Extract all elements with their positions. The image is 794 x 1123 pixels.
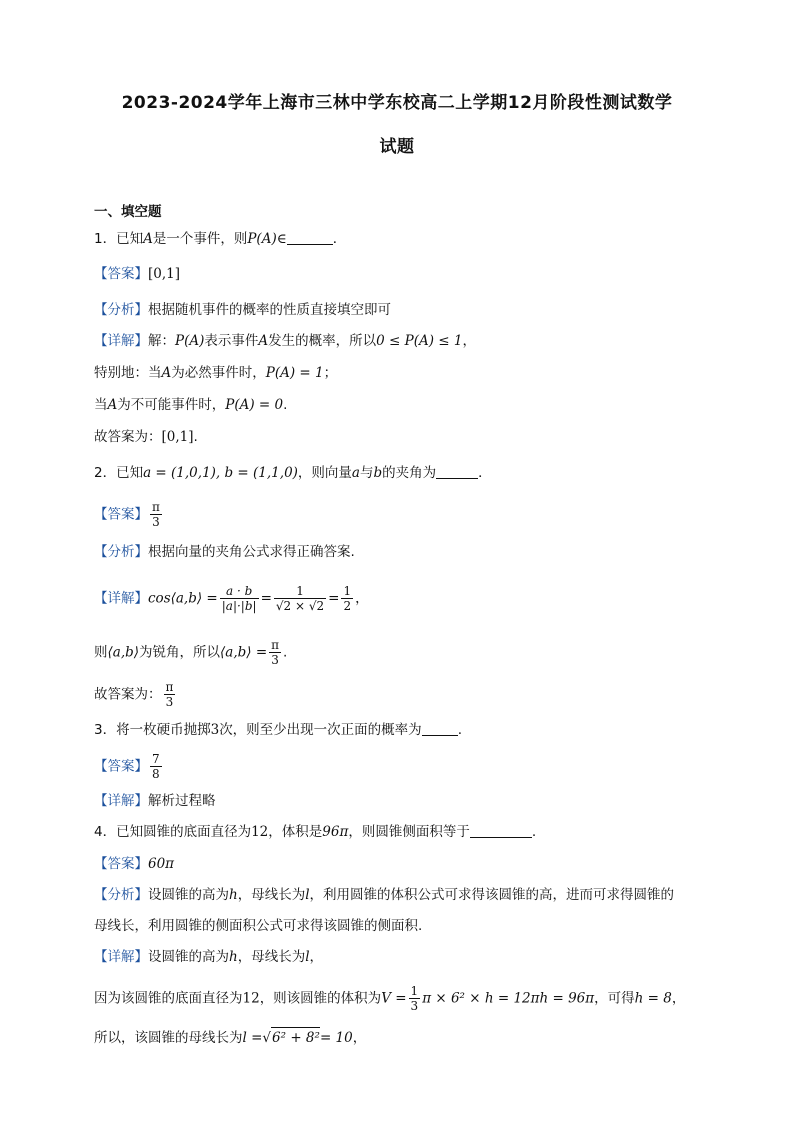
section-heading: 一、填空题 (94, 204, 162, 220)
q1-final: 故答案为：[0,1]. (94, 429, 198, 445)
q3-answer-blank (422, 721, 458, 736)
fraction: $\frac{\pi}{3}$ (271, 638, 280, 667)
q4-detail: 【详解】设圆锥的高为h，母线长为l， (94, 949, 324, 965)
q3-answer: 【答案】 $\frac{7}{8}$ (94, 752, 160, 781)
fraction: $\frac{\pi}{3}$ (165, 680, 174, 709)
q2-answer-blank (436, 464, 478, 479)
answer-label: 【答案】 (94, 266, 148, 282)
detail-label: 【详解】 (94, 333, 148, 349)
document-title-line2: 试题 (379, 137, 415, 157)
q1-analysis: 【分析】根据随机事件的概率的性质直接填空即可 (94, 302, 391, 318)
fraction: $\frac{1}{3}$ (410, 984, 419, 1013)
q4-slant-height: 所以，该圆锥的母线长为l =√6² + 8²= 10， (94, 1027, 366, 1048)
q4-answer-blank (470, 823, 532, 838)
q1-answer: 【答案】[0,1] (94, 266, 181, 282)
q3-detail: 【详解】解析过程略 (94, 793, 216, 809)
q2-conclusion: 则⟨a,b⟩为锐角，所以⟨a,b⟩ = $\frac{\pi}{3}$ . (94, 638, 288, 667)
q2-analysis: 【分析】根据向量的夹角公式求得正确答案. (94, 544, 355, 560)
q1-answer-blank (287, 230, 333, 245)
analysis-label: 【分析】 (94, 302, 148, 318)
q1-detail: 【详解】解：P(A)表示事件A发生的概率，所以0 ≤ P(A) ≤ 1， (94, 333, 476, 349)
fraction: $\frac{1}{√2 \times √2}$ (275, 584, 325, 613)
q4-answer: 【答案】60π (94, 856, 175, 872)
q1-impossible-case: 当A为不可能事件时，P(A) = 0. (94, 397, 288, 413)
sqrt-sign: √ (262, 1030, 272, 1046)
q2-detail: 【详解】cos⟨a,b⟩ = $\frac{a \cdot b}{|a|\cdot|b|}$ = $\frac{1}{√2 \times √2}$ = $\frac{1}{2}$ ， (94, 584, 369, 613)
q4-analysis: 【分析】设圆锥的高为h，母线长为l，利用圆锥的体积公式可求得该圆锥的高，进而可求得圆锥的 (94, 887, 675, 903)
fraction: $\frac{1}{2}$ (343, 584, 352, 613)
q2-final: 故答案为： $\frac{\pi}{3}$ (94, 680, 174, 709)
q4-stem: 4．已知圆锥的底面直径为12，体积是96π，则圆锥侧面积等于 . (94, 824, 537, 840)
q2-answer: 【答案】 $\frac{\pi}{3}$ (94, 500, 160, 529)
q1-stem: 1．已知A是一个事件，则P(A)∈ ． (94, 231, 347, 247)
document-title-line1: 2023-2024学年上海市三林中学东校高二上学期12月阶段性测试数学 (121, 93, 673, 113)
fraction: $\frac{\pi}{3}$ (152, 500, 160, 529)
q4-volume: 因为该圆锥的底面直径为12，则该圆锥的体积为V = $\frac{1}{3}$ π × 6² × h = 12πh = 96π，可得h = 8， (94, 984, 686, 1013)
fraction: $\frac{a \cdot b}{|a|\cdot|b|}$ (221, 584, 257, 613)
q3-stem: 3．将一枚硬币抛掷3次，则至少出现一次正面的概率为 . (94, 722, 462, 738)
q1-special-case: 特别地：当A为必然事件时，P(A) = 1； (94, 365, 338, 381)
fraction: $\frac{7}{8}$ (152, 752, 160, 781)
q2-stem: 2．已知a = (1,0,1), b = (1,1,0)，则向量a与b的夹角为 ． (94, 465, 492, 481)
q4-analysis-line2: 母线长，利用圆锥的侧面积公式可求得该圆锥的侧面积. (94, 918, 423, 934)
